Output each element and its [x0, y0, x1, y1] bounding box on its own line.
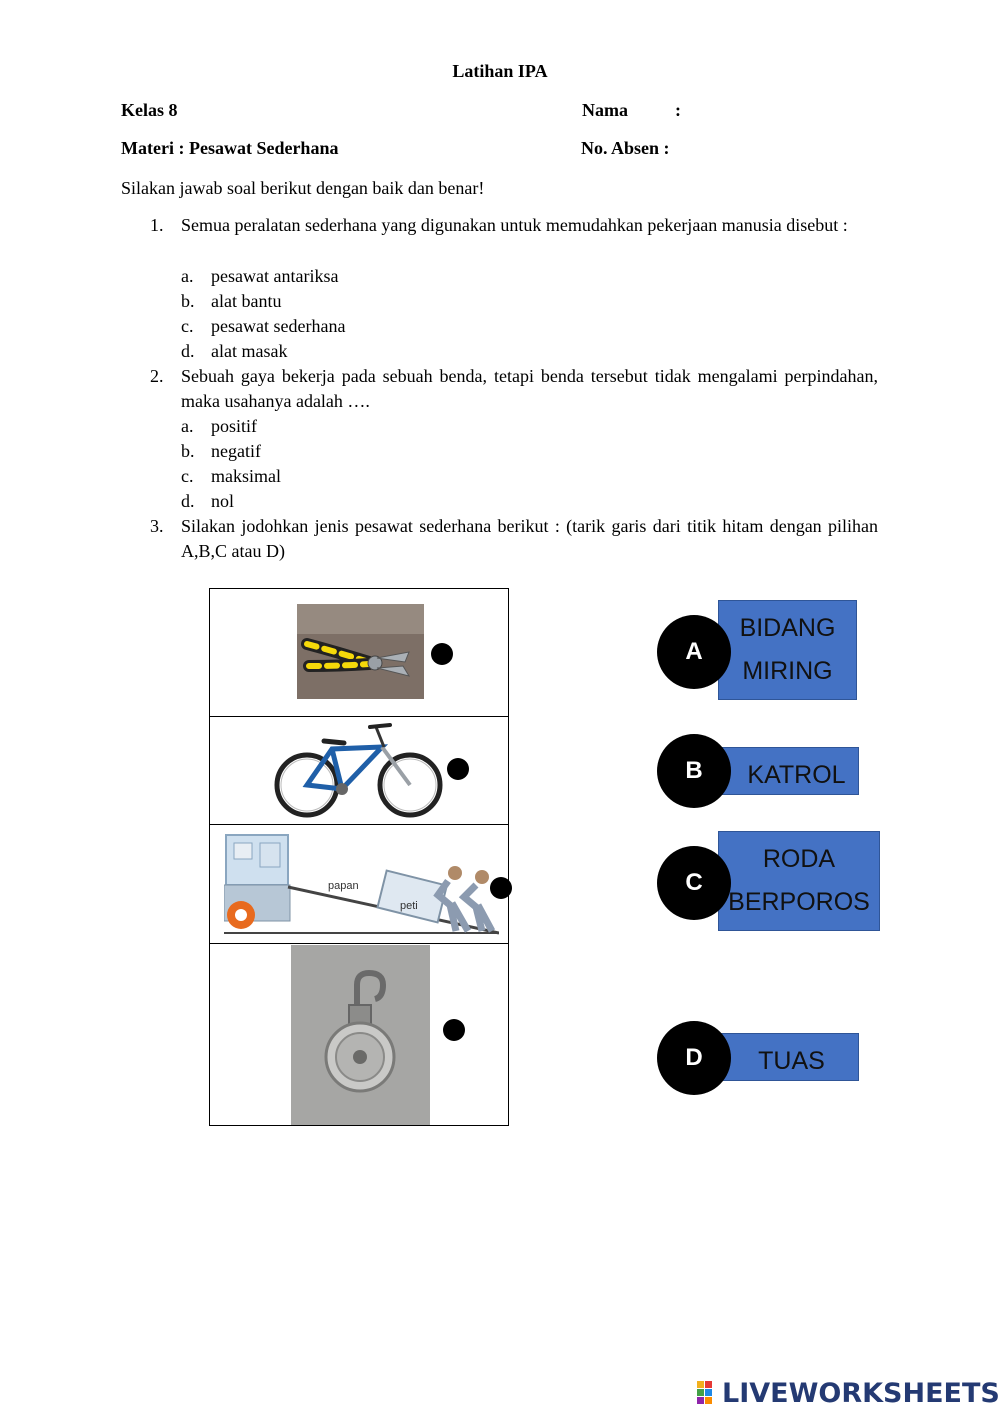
instruction: Silakan jawab soal berikut dengan baik dan benar!	[121, 178, 485, 198]
option-text: pesawat antariksa	[211, 266, 339, 286]
subject-label: Materi : Pesawat Sederhana	[121, 138, 339, 158]
divider	[210, 716, 508, 717]
bicycle-image	[272, 719, 447, 821]
choice-c-line2: BERPOROS	[728, 888, 870, 916]
option[interactable]	[181, 339, 287, 364]
bicycle-icon	[272, 719, 447, 821]
option-letter: c.	[181, 316, 194, 336]
class-label: Kelas 8	[121, 100, 178, 120]
question-3	[150, 514, 878, 564]
option[interactable]	[181, 264, 338, 289]
pulley-image	[291, 945, 430, 1125]
option-letter: d.	[181, 491, 195, 511]
choice-a-line1: BIDANG	[739, 614, 836, 642]
option[interactable]	[181, 439, 261, 464]
choice-b-circle[interactable]: B	[657, 734, 731, 808]
option[interactable]	[181, 414, 257, 439]
option-letter: b.	[181, 441, 195, 461]
question-text: Silakan jodohkan jenis pesawat sederhana berikut : (tarik garis dari titik hitam dengan pilihan A,B,C atau D)	[181, 516, 878, 561]
page-title: Latihan IPA	[452, 61, 548, 81]
option-letter: a.	[181, 266, 194, 286]
choice-a-circle[interactable]: A	[657, 615, 731, 689]
crate-label: peti	[400, 900, 418, 912]
option-letter: d.	[181, 341, 195, 361]
option-text: pesawat sederhana	[211, 316, 346, 336]
match-dot[interactable]	[443, 1019, 465, 1041]
option-text: alat masak	[211, 341, 288, 361]
divider	[210, 943, 508, 944]
question-text: Sebuah gaya bekerja pada sebuah benda, tetapi benda tersebut tidak mengalami perpindahan, maka usahanya adalah ….	[181, 366, 878, 411]
image-column	[209, 588, 509, 1126]
choice-c-line1: RODA	[762, 845, 836, 873]
question-text: Semua peralatan sederhana yang digunakan untuk memudahkan pekerjaan manusia disebut :	[181, 215, 848, 235]
choice-d-box[interactable]	[718, 1033, 859, 1081]
ramp-icon	[224, 833, 499, 937]
option-text: alat bantu	[211, 291, 282, 311]
option-text: maksimal	[211, 466, 281, 486]
option-letter: b.	[181, 291, 195, 311]
liveworksheets-logo: LIVEWORKSHEETS	[722, 1378, 1000, 1409]
choice-a-box[interactable]	[718, 600, 857, 700]
match-dot[interactable]	[447, 758, 469, 780]
option[interactable]	[181, 464, 281, 489]
option-letter: a.	[181, 416, 194, 436]
divider	[210, 824, 508, 825]
option-letter: c.	[181, 466, 194, 486]
option-text: negatif	[211, 441, 261, 461]
option[interactable]	[181, 289, 281, 314]
pliers-image	[297, 604, 424, 699]
option[interactable]	[181, 489, 234, 514]
option-text: positif	[211, 416, 258, 436]
choice-b-box[interactable]	[718, 747, 859, 795]
question-number: 3.	[150, 516, 164, 536]
question-number: 2.	[150, 366, 164, 386]
choice-a-line2: MIRING	[742, 657, 833, 685]
choice-d-line1: TUAS	[758, 1047, 825, 1075]
pulley-icon	[291, 945, 430, 1125]
choice-d-circle[interactable]: D	[657, 1021, 731, 1095]
choice-b-line1: KATROL	[747, 761, 846, 789]
absence-number-label: No. Absen :	[581, 138, 670, 158]
liveworksheets-logo-icon	[697, 1381, 721, 1405]
question-2	[150, 364, 878, 414]
ramp-image	[224, 833, 499, 937]
match-dot[interactable]	[490, 877, 512, 899]
choice-c-circle[interactable]: C	[657, 846, 731, 920]
choice-c-box[interactable]	[718, 831, 880, 931]
question-number: 1.	[150, 215, 164, 235]
option-text: nol	[211, 491, 235, 511]
pliers-icon	[297, 604, 424, 699]
question-1	[150, 213, 878, 238]
name-label: Nama	[582, 100, 628, 120]
option[interactable]	[181, 314, 345, 339]
board-label: papan	[328, 880, 359, 892]
match-dot[interactable]	[431, 643, 453, 665]
name-colon: :	[675, 100, 681, 120]
